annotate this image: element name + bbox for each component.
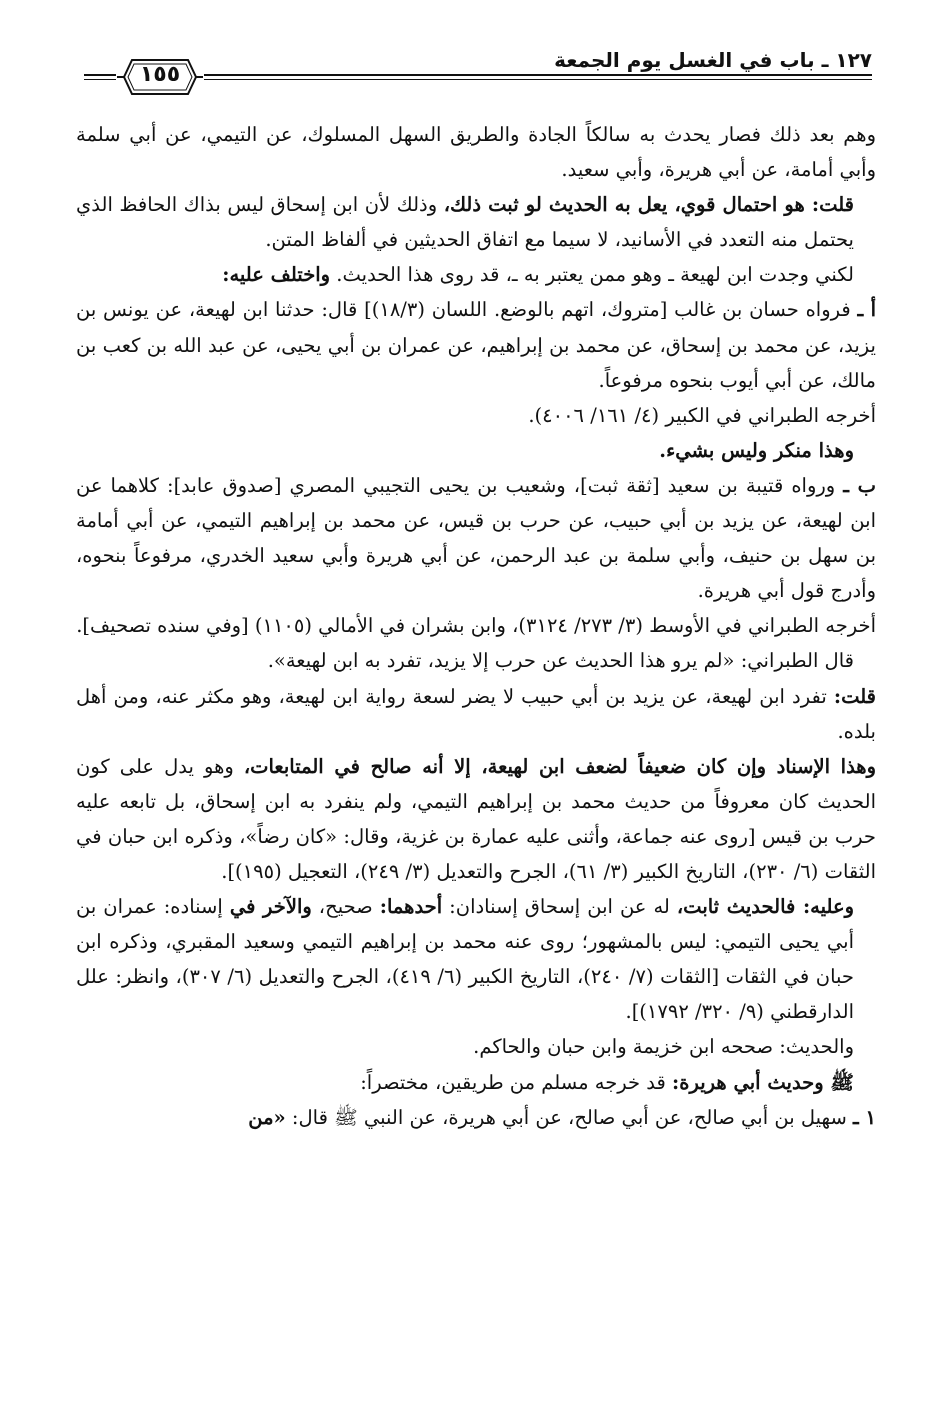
bold-text-run: ﷺ وحديث أبي هريرة:: [672, 1070, 854, 1094]
paragraph: [76, 398, 876, 433]
bold-text-run: أحدهما:: [379, 895, 443, 919]
header-rule: [84, 74, 116, 76]
text-run: تفرد ابن لهيعة، عن يزيد بن أبي حبيب لا يضر لسعة رواية ابن لهيعة، وهو مكثر عنه، ومن أهل بلده.: [76, 684, 876, 743]
page-body: [76, 117, 876, 1135]
paragraph: [76, 749, 876, 889]
bold-text-run: «من: [248, 1105, 286, 1129]
text-run: وهم بعد ذلك فصار يحدث به سالكاً الجادة والطريق السهل المسلوك، عن التيمي، عن أبي سلمة وأبي أمامة، عن أبي هريرة، وأبي سعيد.: [76, 123, 876, 182]
text-run: لكني وجدت ابن لهيعة ـ وهو ممن يعتبر به ـ، قد روى هذا الحديث.: [330, 263, 854, 287]
text-run: سهيل بن أبي صالح، عن أبي صالح، عن أبي هريرة، عن النبي ﷺ قال:: [285, 1105, 853, 1129]
page-header: [84, 38, 872, 98]
text-run: والحديث: صححه ابن خزيمة وابن حبان والحاكم.: [473, 1035, 854, 1059]
paragraph: [76, 608, 876, 643]
paragraph: [76, 187, 876, 257]
text-run: وذلك لأن ابن إسحاق ليس بذاك الحافظ الذي يحتمل منه التعدد في الأسانيد، لا سيما مع اتفاق الحديثين في ألفاظ المتن.: [76, 193, 854, 252]
paragraph: [76, 292, 876, 397]
page-number-badge: [114, 52, 206, 102]
header-rule: [204, 74, 872, 76]
paragraph: [76, 433, 876, 468]
bold-text-run: واختلف عليه:: [222, 263, 331, 287]
bold-text-run: ١ ـ: [853, 1105, 876, 1129]
text-run: إسناده: عمران بن أبي يحيى التيمي: ليس بالمشهور؛ روى عنه محمد بن إبراهيم التيمي وسعيد المقبري، وذكره ابن حبان في الثقات [الثقات (٧/ ٢٤٠)، التاريخ الكبير (٦/ ٤١٩)، الجرح والتعديل (٦/ ٣٠٧)، وانظر: علل الدارقطني (٩/ ٣٢٠/ ١٧٩٢)].: [76, 895, 854, 1024]
header-rule: [84, 79, 116, 80]
chapter-title: ١٢٧ ـ باب في الغسل يوم الجمعة: [554, 48, 872, 72]
paragraph: [76, 117, 876, 187]
paragraph: [76, 1029, 876, 1064]
bold-text-run: ب ـ: [843, 473, 876, 497]
text-run: وهو يدل على كون الحديث كان معروفاً من حديث محمد بن إبراهيم التيمي، ولم ينفرد به ابن إسحاق، بل تابعه عليه حرب بن قيس [روى عنه جماعة، وأثنى عليه عمارة بن غزية، وقال: «كان رضاً»، وذكره ابن حبان في الثقات (٦/ ٢٣٠)، التاريخ الكبير (٣/ ٦١)، الجرح والتعديل (٣/ ٢٤٩)، التعجيل (١٩٥)].: [76, 754, 876, 883]
bold-text-run: والآخر في: [229, 895, 312, 919]
paragraph: [76, 889, 876, 1029]
text-run: قد خرجه مسلم من طريقين، مختصراً:: [360, 1070, 673, 1094]
text-run: أخرجه الطبراني في الكبير (٤/ ١٦١/ ٤٠٠٦).: [528, 403, 876, 427]
paragraph: [76, 1100, 876, 1135]
text-run: أخرجه الطبراني في الأوسط (٣/ ٢٧٣/ ٣١٢٤)، وابن بشران في الأمالي (١١٠٥) [وفي سنده تصحيف].: [76, 614, 876, 638]
bold-text-run: وهذا الإسناد وإن كان ضعيفاً لضعف ابن لهيعة، إلا أنه صالح في المتابعات،: [243, 754, 877, 778]
page-number: ١٥٥: [139, 62, 181, 87]
paragraph: [76, 468, 876, 608]
bold-text-run: وعليه: فالحديث ثابت،: [676, 895, 854, 919]
text-run: ورواه قتيبة بن سعيد [ثقة ثبت]، وشعيب بن يحيى التجيبي المصري [صدوق عابد]: كلاهما عن ابن لهيعة، عن يزيد بن أبي حبيب، عن حرب بن قيس، عن محمد بن إبراهيم التيمي، عن أبي أمامة بن سهل بن حنيف، وأبي سلمة بن عبد الرحمن، عن أبي هريرة وأبي سعيد الخدري، مرفوعاً بنحوه، وأدرج قول أبي هريرة.: [76, 473, 876, 603]
bold-text-run: قلت: هو احتمال قوي، يعل به الحديث لو ثبت ذلك،: [443, 193, 855, 217]
text-run: له عن ابن إسحاق إسنادان:: [442, 895, 677, 919]
paragraph: [76, 643, 876, 678]
paragraph: [76, 1065, 876, 1100]
bold-text-run: أ ـ: [857, 298, 876, 322]
paragraph: [76, 679, 876, 749]
text-run: فرواه حسان بن غالب [متروك، اتهم بالوضع. اللسان (١٨/٣)] قال: حدثنا ابن لهيعة، عن يونس بن يزيد، عن محمد بن إسحاق، عن محمد بن إبراهيم، عن عمران بن أبي يحيى، عن عبد الله بن كعب بن مالك، عن أبي أيوب بنحوه مرفوعاً.: [76, 298, 876, 392]
header-rule: [204, 79, 872, 80]
text-run: قال الطبراني: «لم يرو هذا الحديث عن حرب إلا يزيد، تفرد به ابن لهيعة».: [267, 649, 854, 673]
text-run: صحيح،: [311, 895, 380, 919]
bold-text-run: وهذا منكر وليس بشيء.: [659, 438, 854, 462]
bold-text-run: قلت:: [833, 684, 876, 708]
paragraph: [76, 257, 876, 292]
